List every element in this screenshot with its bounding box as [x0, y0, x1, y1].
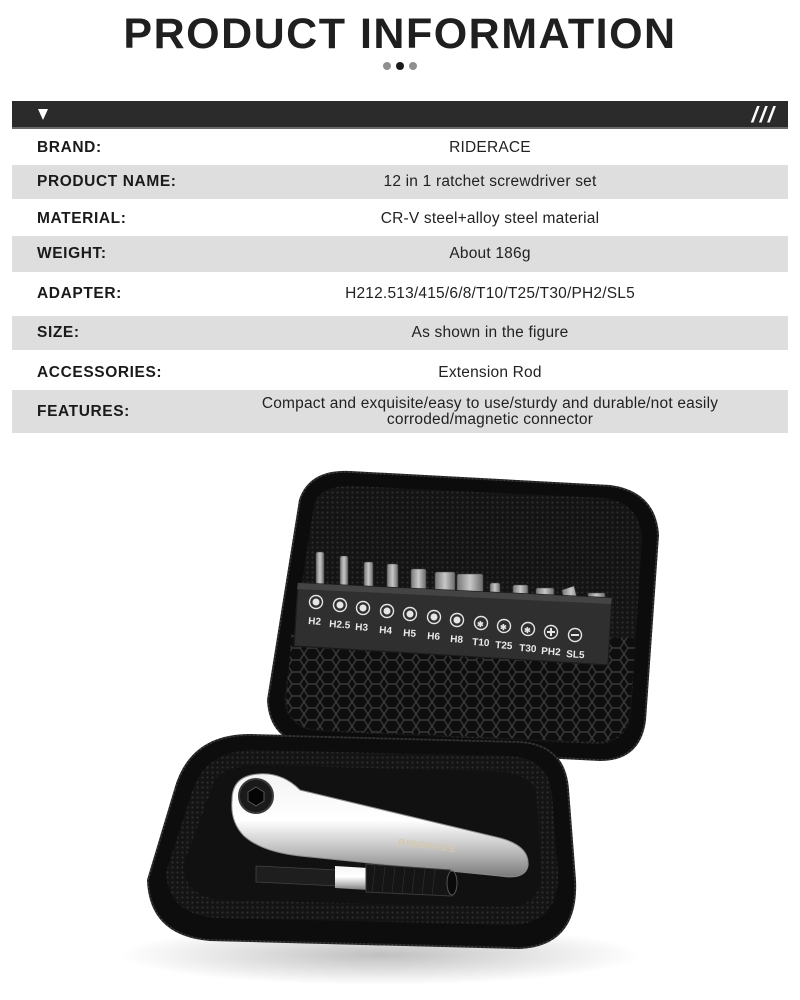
- spec-label: BRAND:: [37, 139, 102, 156]
- svg-text:✱: ✱: [500, 623, 507, 632]
- spec-row-features: [12, 390, 788, 433]
- spec-label: ACCESSORIES:: [37, 364, 163, 381]
- svg-text:H3: H3: [354, 622, 369, 634]
- spec-label: ADAPTER:: [37, 285, 122, 302]
- spec-header-bar: [12, 101, 788, 129]
- svg-text:H4: H4: [378, 625, 393, 637]
- svg-text:T10: T10: [471, 637, 490, 650]
- triangle-down-icon: [38, 109, 48, 120]
- slashes-decoration: ///: [751, 102, 776, 127]
- spec-value: Extension Rod: [438, 364, 542, 381]
- svg-text:✱: ✱: [477, 620, 484, 629]
- spec-value-line: corroded/magnetic connector: [386, 410, 594, 428]
- svg-text:RIDERACE: RIDERACE: [397, 837, 458, 855]
- spec-row-brand: [12, 131, 788, 165]
- svg-text:H6: H6: [426, 631, 441, 643]
- spec-value: As shown in the figure: [411, 324, 569, 341]
- spec-row-adapter: [12, 274, 788, 314]
- svg-text:H8: H8: [449, 634, 464, 646]
- spec-row-material: [12, 201, 788, 236]
- spec-label: PRODUCT NAME:: [37, 173, 177, 190]
- spec-label: FEATURES:: [37, 402, 130, 420]
- dot-indicator: [409, 62, 417, 70]
- spec-row-product-name: [12, 165, 788, 199]
- page-title: PRODUCT INFORMATION: [123, 10, 677, 58]
- svg-text:SL5: SL5: [565, 649, 585, 662]
- spec-value: H212.513/415/6/8/T10/T25/T30/PH2/SL5: [345, 285, 635, 302]
- spec-value: [192, 396, 788, 428]
- carousel-dots: [0, 62, 800, 70]
- spec-row-accessories: [12, 356, 788, 390]
- spec-row-size: [12, 316, 788, 350]
- spec-value: RIDERACE: [449, 139, 531, 156]
- dot-indicator-active: [396, 62, 404, 70]
- spec-row-weight: [12, 236, 788, 272]
- spec-value: CR-V steel+alloy steel material: [380, 209, 600, 227]
- svg-text:T30: T30: [518, 643, 537, 656]
- svg-text:H2.5: H2.5: [328, 619, 351, 632]
- svg-text:PH2: PH2: [540, 646, 561, 659]
- spec-value: About 186g: [449, 245, 531, 262]
- spec-value: 12 in 1 ratchet screwdriver set: [383, 173, 597, 190]
- spec-label: SIZE:: [37, 324, 80, 341]
- spec-value-line: Compact and exquisite/easy to use/sturdy and durable/not easily: [261, 394, 719, 412]
- product-image: [0, 445, 800, 1000]
- svg-text:H2: H2: [307, 616, 322, 628]
- spec-label: WEIGHT:: [37, 245, 107, 262]
- dot-indicator: [383, 62, 391, 70]
- svg-text:H5: H5: [402, 628, 417, 640]
- spec-label: MATERIAL:: [37, 209, 127, 227]
- svg-text:T25: T25: [494, 640, 513, 653]
- svg-text:✱: ✱: [524, 626, 531, 635]
